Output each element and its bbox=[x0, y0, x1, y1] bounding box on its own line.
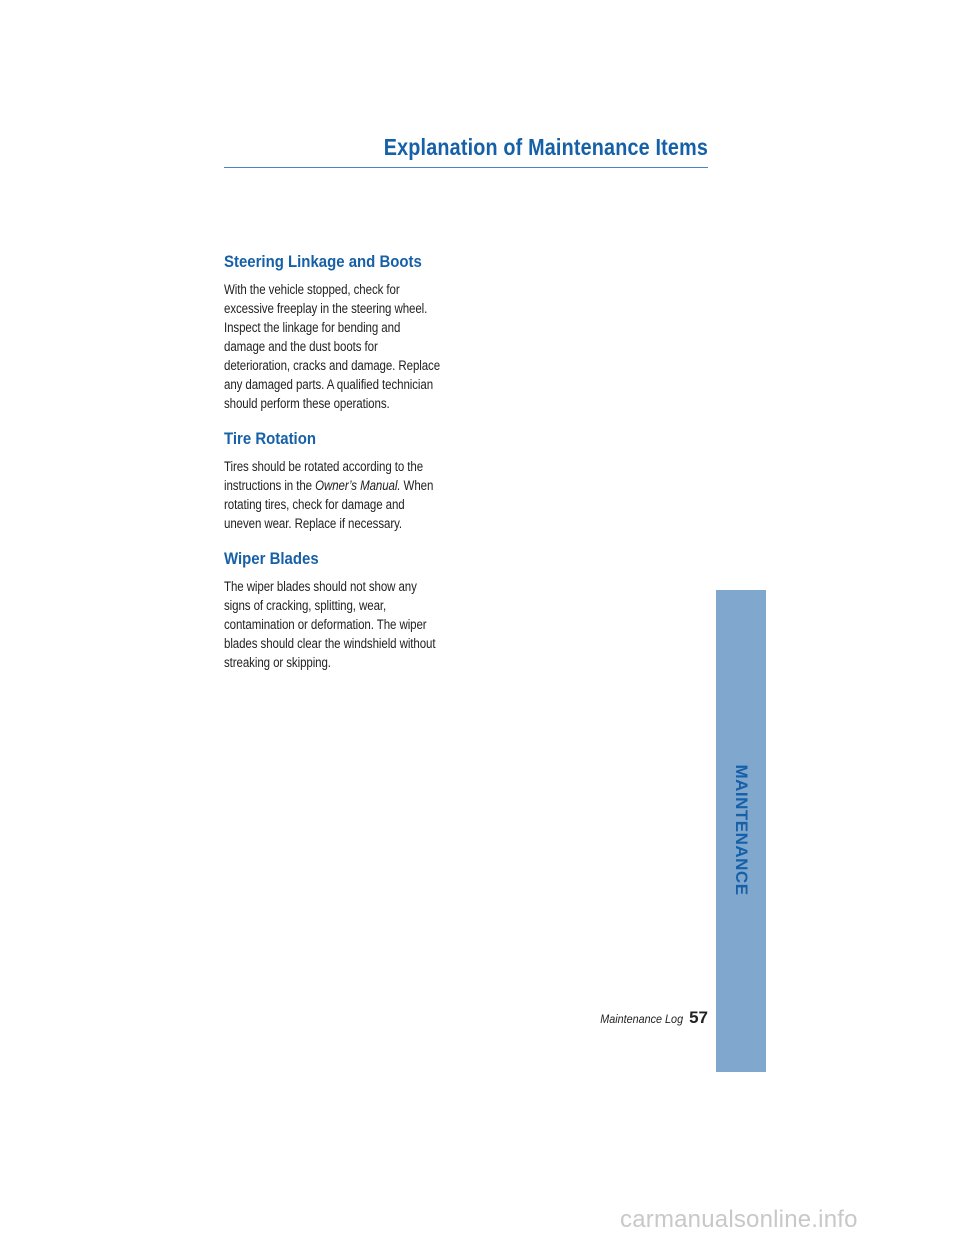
body-text: instructions in the bbox=[224, 478, 316, 493]
body-line: contamination or deformation. The wiper bbox=[224, 617, 427, 632]
body-line: The wiper blades should not show any bbox=[224, 579, 417, 594]
body-line: damage and the dust boots for bbox=[224, 339, 378, 354]
body-line: blades should clear the windshield without bbox=[224, 636, 436, 651]
watermark: carmanualsonline.info bbox=[620, 1206, 858, 1233]
body-line: any damaged parts. A qualified technician bbox=[224, 377, 434, 392]
content-column bbox=[224, 250, 474, 672]
section-wiper-blades bbox=[224, 547, 474, 672]
section-heading: Wiper Blades bbox=[224, 549, 319, 568]
body-line: With the vehicle stopped, check for bbox=[224, 282, 400, 297]
body-line: rotating tires, check for damage and bbox=[224, 497, 405, 512]
page-number: 57 bbox=[689, 1008, 708, 1027]
section-body bbox=[224, 577, 474, 672]
section-heading: Tire Rotation bbox=[224, 429, 316, 448]
section-heading: Steering Linkage and Boots bbox=[224, 252, 422, 271]
page-title: Explanation of Maintenance Items bbox=[383, 134, 708, 160]
side-tab-label: MAINTENANCE bbox=[732, 764, 751, 896]
section-tire-rotation bbox=[224, 427, 474, 533]
manual-reference: Owner’s Manual. bbox=[315, 478, 401, 493]
body-line: should perform these operations. bbox=[224, 396, 390, 411]
footer-label: Maintenance Log bbox=[600, 1012, 684, 1026]
body-line: Tires should be rotated according to the bbox=[224, 459, 424, 474]
body-line bbox=[224, 476, 439, 495]
side-tab-label-container bbox=[716, 0, 766, 1242]
section-body bbox=[224, 457, 474, 533]
body-line: uneven wear. Replace if necessary. bbox=[224, 516, 403, 531]
section-steering-linkage bbox=[224, 250, 474, 413]
page-footer bbox=[560, 1008, 708, 1028]
body-line: signs of cracking, splitting, wear, bbox=[224, 598, 387, 613]
body-line: deterioration, cracks and damage. Replace bbox=[224, 358, 441, 373]
body-line: streaking or skipping. bbox=[224, 655, 331, 670]
body-line: excessive freeplay in the steering wheel. bbox=[224, 301, 428, 316]
body-text: When bbox=[400, 478, 434, 493]
section-body bbox=[224, 280, 474, 413]
body-line: Inspect the linkage for bending and bbox=[224, 320, 401, 335]
title-divider bbox=[224, 167, 708, 168]
